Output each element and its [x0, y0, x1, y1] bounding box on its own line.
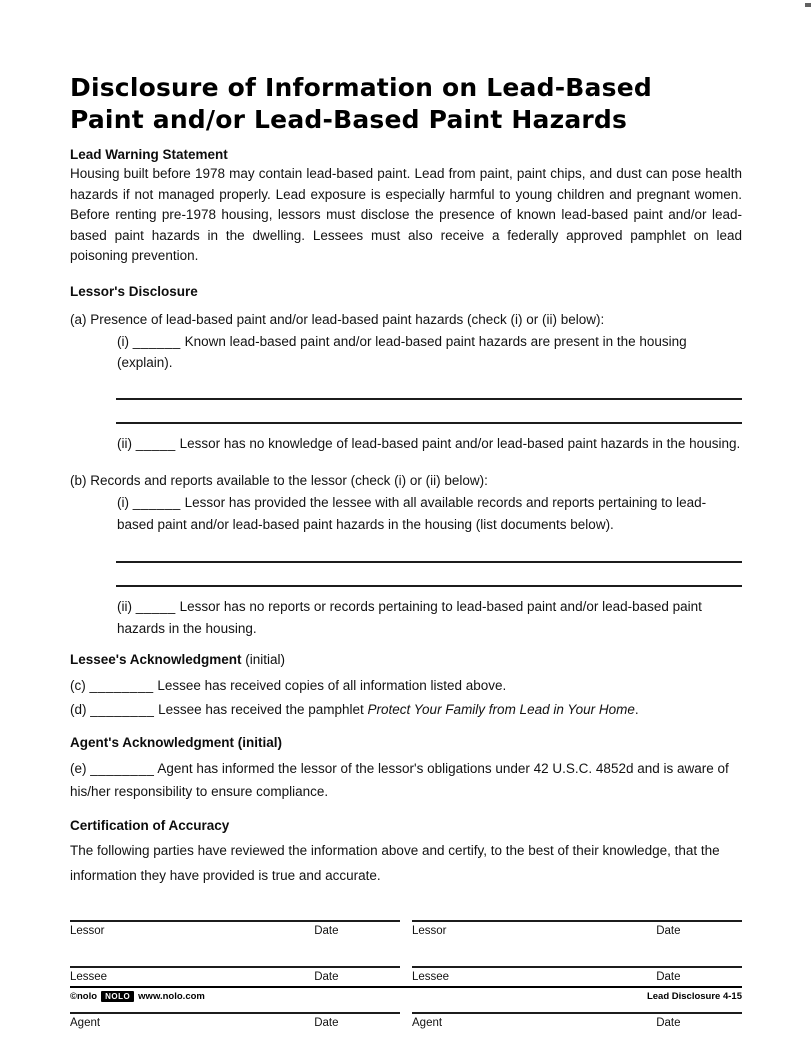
- item-c-text: Lessee has received copies of all information listed above.: [157, 678, 507, 693]
- page-title-line2: Paint and/or Lead-Based Paint Hazards: [70, 105, 628, 134]
- item-b-sub-i-text: Lessor has provided the lessee with all available records and reports pertaining to lead-based paint and/or lead-based paint hazards in the housing (list documents below).: [117, 495, 707, 532]
- item-c: [70, 674, 742, 697]
- item-a-sub-ii: [117, 433, 742, 455]
- item-b-sub-ii-text: Lessor has no reports or records pertaining to lead-based paint and/or lead-based paint hazards in the housing.: [117, 599, 702, 636]
- certification-paragraph: The following parties have reviewed the information above and certify, to the best of their knowledge, that the information they have provided is true and accurate.: [70, 843, 720, 883]
- item-a-sub-i-text: Known lead-based paint and/or lead-based paint hazards are present in the housing: [184, 333, 687, 349]
- item-a-sub-i-label: (i): [117, 333, 129, 349]
- item-d-initial-blank[interactable]: ________: [90, 702, 155, 717]
- lead-warning-paragraph: Housing built before 1978 may contain lead-based paint. Lead from paint, paint chips, and dust can pose health hazards if not managed properly. Lead exposure is especially harmful to young children and pregnant women. Before renting pre-1978 housing, lessors must disclose the presence of known lead-based paint and/or lead-based paint hazards in the dwelling. Lessees must also receive a federally approved pamphlet on lead poisoning prevention.: [70, 166, 742, 263]
- lessee-signature-line-right[interactable]: [412, 966, 742, 983]
- nolo-url: www.nolo.com: [138, 991, 205, 1002]
- item-a-label: (a): [70, 311, 87, 327]
- item-b-text: Records and reports available to the lessor (check (i) or (ii) below):: [90, 473, 488, 488]
- item-a: [70, 309, 742, 330]
- lessee-ack-heading: [70, 652, 742, 667]
- agent-signature-line-left[interactable]: [70, 1012, 400, 1029]
- item-e-text: Agent has informed the lessor of the lessor's obligations under 42 U.S.C. 4852d and is aware of his/her responsibility to ensure compliance.: [70, 761, 729, 799]
- documents-write-line-1[interactable]: [116, 561, 742, 563]
- agent-signature-line-right[interactable]: [412, 1012, 742, 1029]
- item-b-sub-ii-label: (ii): [117, 599, 132, 614]
- item-d-text: Lessee has received the pamphlet: [158, 702, 364, 717]
- item-a-sub-ii-label: (ii): [117, 435, 132, 451]
- date-label: Date: [656, 925, 681, 937]
- item-b-sub-i: [117, 492, 742, 535]
- item-d-suffix: .: [634, 702, 639, 717]
- item-c-initial-blank[interactable]: ________: [89, 678, 154, 693]
- scan-artifact: [805, 3, 811, 7]
- agent-label: Agent: [70, 1017, 101, 1029]
- date-label: Date: [656, 1017, 681, 1029]
- lessor-label: Lessor: [412, 925, 447, 937]
- item-b-sub-i-label: (i): [117, 495, 129, 510]
- item-d: [70, 698, 742, 721]
- lessee-ack-heading-bold: Lessee's Acknowledgment: [70, 652, 242, 667]
- signature-row-lessee: [70, 966, 742, 983]
- certification-heading: Certification of Accuracy: [70, 818, 230, 833]
- signature-section: [70, 920, 742, 1029]
- lessor-disclosure-heading: Lessor's Disclosure: [70, 283, 198, 299]
- item-a-text: Presence of lead-based paint and/or lead-based paint hazards (check (i) or (ii) below):: [90, 311, 605, 327]
- page-title-line1: Disclosure of Information on Lead-Based: [70, 73, 652, 102]
- date-label: Date: [314, 925, 339, 937]
- lessee-label: Lessee: [70, 971, 108, 983]
- lessee-label: Lessee: [412, 971, 450, 983]
- date-label: Date: [314, 971, 339, 983]
- item-e-initial-blank[interactable]: ________: [90, 761, 155, 776]
- item-a-sub-i: [117, 331, 742, 374]
- explain-write-line-1[interactable]: [116, 398, 742, 400]
- item-a-sub-i-initial-blank[interactable]: ______: [132, 333, 181, 349]
- lessee-ack-heading-initial: (initial): [245, 652, 286, 667]
- signature-row-agent: [70, 1012, 742, 1029]
- lessor-label: Lessor: [70, 925, 105, 937]
- lessor-signature-line-right[interactable]: [412, 920, 742, 937]
- doc-reference: Lead Disclosure 4-15: [646, 991, 742, 1002]
- item-b: [70, 470, 742, 491]
- lessee-signature-line-left[interactable]: [70, 966, 400, 983]
- item-a-sub-i-text2: (explain).: [117, 355, 173, 370]
- item-b-sub-ii: [117, 596, 742, 639]
- item-b-sub-i-initial-blank[interactable]: ______: [132, 495, 181, 510]
- nolo-logo: NOLO: [101, 991, 134, 1002]
- date-label: Date: [656, 971, 681, 983]
- item-b-label: (b): [70, 473, 87, 488]
- date-label: Date: [314, 1017, 339, 1029]
- agent-label: Agent: [412, 1017, 443, 1029]
- documents-write-line-2[interactable]: [116, 585, 742, 587]
- item-d-label: (d): [70, 702, 87, 717]
- lessor-signature-line-left[interactable]: [70, 920, 400, 937]
- item-b-sub-ii-initial-blank[interactable]: _____: [135, 599, 176, 614]
- item-e-label: (e): [70, 761, 87, 776]
- item-e: [70, 757, 742, 803]
- lead-warning-heading: Lead Warning Statement: [70, 147, 228, 162]
- item-a-sub-ii-initial-blank[interactable]: _____: [135, 435, 176, 451]
- signature-row-lessor: [70, 920, 742, 937]
- item-d-pamphlet-title: Protect Your Family from Lead in Your Home: [367, 702, 635, 717]
- page-title: [70, 72, 742, 136]
- item-a-sub-ii-text: Lessor has no knowledge of lead-based paint and/or lead-based paint hazards in the housing.: [179, 435, 741, 451]
- page-footer: [70, 986, 742, 1002]
- explain-write-line-2[interactable]: [116, 422, 742, 424]
- item-c-label: (c): [70, 678, 86, 693]
- copyright-text: ©nolo: [70, 991, 98, 1002]
- agent-ack-heading: Agent's Acknowledgment (initial): [70, 735, 282, 750]
- footer-branding: [70, 991, 205, 1002]
